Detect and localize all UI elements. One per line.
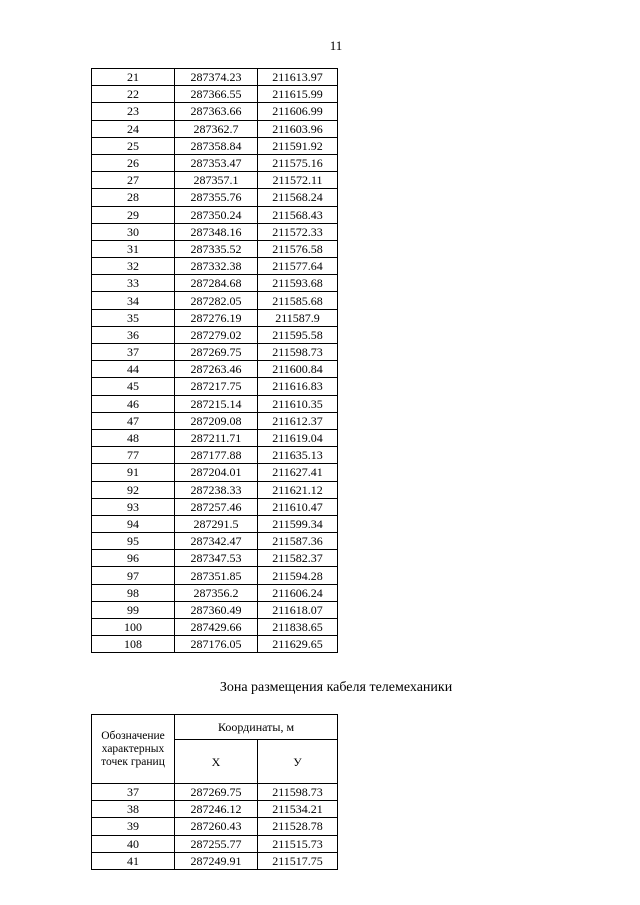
table-row	[92, 412, 338, 429]
x-coordinate-cell: 287363.66	[175, 103, 258, 120]
point-number-cell: 26	[92, 154, 175, 171]
y-coordinate-cell: 211576.58	[258, 240, 338, 257]
coordinates-table-body	[92, 69, 338, 653]
point-number-cell: 96	[92, 550, 175, 567]
x-coordinate-cell: 287356.2	[175, 584, 258, 601]
point-number-cell: 34	[92, 292, 175, 309]
y-coordinate-cell: 211528.78	[258, 818, 338, 835]
table-row	[92, 481, 338, 498]
y-coordinate-cell: 211585.68	[258, 292, 338, 309]
point-number-cell: 44	[92, 361, 175, 378]
point-number-cell: 29	[92, 206, 175, 223]
table-row	[92, 801, 338, 818]
x-coordinate-cell: 287177.88	[175, 447, 258, 464]
table-row	[92, 103, 338, 120]
x-coordinate-cell: 287347.53	[175, 550, 258, 567]
point-number-cell: 77	[92, 447, 175, 464]
y-coordinate-cell: 211629.65	[258, 636, 338, 653]
x-coordinate-cell: 287348.16	[175, 223, 258, 240]
table-row	[92, 584, 338, 601]
y-coordinate-cell: 211621.12	[258, 481, 338, 498]
table-row	[92, 344, 338, 361]
telemechanics-cable-zone-table	[91, 714, 338, 870]
x-coordinate-cell: 287246.12	[175, 801, 258, 818]
point-number-cell: 108	[92, 636, 175, 653]
point-number-cell: 33	[92, 275, 175, 292]
x-coordinate-cell: 287342.47	[175, 533, 258, 550]
table-row	[92, 137, 338, 154]
point-number-cell: 27	[92, 172, 175, 189]
header-row	[92, 715, 338, 740]
y-coordinate-cell: 211577.64	[258, 258, 338, 275]
y-coordinate-cell: 211610.35	[258, 395, 338, 412]
table-row	[92, 189, 338, 206]
table-row	[92, 447, 338, 464]
y-coordinate-cell: 211572.33	[258, 223, 338, 240]
y-coordinate-cell: 211594.28	[258, 567, 338, 584]
y-coordinate-cell: 211627.41	[258, 464, 338, 481]
y-coordinate-cell: 211613.97	[258, 69, 338, 86]
point-number-cell: 91	[92, 464, 175, 481]
x-coordinate-cell: 287355.76	[175, 189, 258, 206]
x-coordinate-cell: 287279.02	[175, 326, 258, 343]
y-coordinate-cell: 211603.96	[258, 120, 338, 137]
x-coordinate-cell: 287284.68	[175, 275, 258, 292]
table-row	[92, 86, 338, 103]
y-coordinate-cell: 211595.58	[258, 326, 338, 343]
x-coordinate-cell: 287255.77	[175, 835, 258, 852]
x-coordinate-cell: 287215.14	[175, 395, 258, 412]
x-coordinate-cell: 287238.33	[175, 481, 258, 498]
point-number-cell: 47	[92, 412, 175, 429]
point-number-cell: 37	[92, 784, 175, 801]
table-row	[92, 223, 338, 240]
y-coordinate-cell: 211515.73	[258, 835, 338, 852]
y-coordinate-cell: 211572.11	[258, 172, 338, 189]
table-row	[92, 172, 338, 189]
point-number-cell: 93	[92, 498, 175, 515]
table-row	[92, 619, 338, 636]
telemechanics-table-body	[92, 784, 338, 870]
y-coordinate-cell: 211582.37	[258, 550, 338, 567]
table-row	[92, 361, 338, 378]
x-coordinate-cell: 287360.49	[175, 601, 258, 618]
y-coordinate-cell: 211568.43	[258, 206, 338, 223]
table-row	[92, 567, 338, 584]
table-row	[92, 515, 338, 532]
point-number-cell: 100	[92, 619, 175, 636]
point-number-cell: 40	[92, 835, 175, 852]
point-number-cell: 36	[92, 326, 175, 343]
x-coordinate-cell: 287353.47	[175, 154, 258, 171]
y-coordinate-cell: 211568.24	[258, 189, 338, 206]
header-point-designation: Обозначение характерных точек границ	[92, 715, 175, 784]
x-coordinate-cell: 287350.24	[175, 206, 258, 223]
table-row	[92, 636, 338, 653]
point-number-cell: 32	[92, 258, 175, 275]
table-row	[92, 275, 338, 292]
x-coordinate-cell: 287374.23	[175, 69, 258, 86]
table-row	[92, 429, 338, 446]
x-coordinate-cell: 287276.19	[175, 309, 258, 326]
point-number-cell: 95	[92, 533, 175, 550]
table-row	[92, 533, 338, 550]
y-coordinate-cell: 211517.75	[258, 852, 338, 869]
x-coordinate-cell: 287351.85	[175, 567, 258, 584]
table-row	[92, 69, 338, 86]
y-coordinate-cell: 211599.34	[258, 515, 338, 532]
table-row	[92, 498, 338, 515]
y-coordinate-cell: 211534.21	[258, 801, 338, 818]
header-y: У	[258, 740, 338, 784]
y-coordinate-cell: 211610.47	[258, 498, 338, 515]
point-number-cell: 25	[92, 137, 175, 154]
point-number-cell: 28	[92, 189, 175, 206]
table-row	[92, 818, 338, 835]
x-coordinate-cell: 287204.01	[175, 464, 258, 481]
x-coordinate-cell: 287269.75	[175, 344, 258, 361]
x-coordinate-cell: 287357.1	[175, 172, 258, 189]
table-row	[92, 258, 338, 275]
point-number-cell: 24	[92, 120, 175, 137]
point-number-cell: 23	[92, 103, 175, 120]
point-number-cell: 38	[92, 801, 175, 818]
point-number-cell: 21	[92, 69, 175, 86]
point-number-cell: 31	[92, 240, 175, 257]
y-coordinate-cell: 211600.84	[258, 361, 338, 378]
point-number-cell: 45	[92, 378, 175, 395]
y-coordinate-cell: 211612.37	[258, 412, 338, 429]
x-coordinate-cell: 287257.46	[175, 498, 258, 515]
y-coordinate-cell: 211591.92	[258, 137, 338, 154]
x-coordinate-cell: 287366.55	[175, 86, 258, 103]
y-coordinate-cell: 211606.99	[258, 103, 338, 120]
table-row	[92, 206, 338, 223]
y-coordinate-cell: 211593.68	[258, 275, 338, 292]
point-number-cell: 97	[92, 567, 175, 584]
table-row	[92, 154, 338, 171]
y-coordinate-cell: 211838.65	[258, 619, 338, 636]
point-number-cell: 37	[92, 344, 175, 361]
y-coordinate-cell: 211587.9	[258, 309, 338, 326]
point-number-cell: 46	[92, 395, 175, 412]
x-coordinate-cell: 287282.05	[175, 292, 258, 309]
x-coordinate-cell: 287291.5	[175, 515, 258, 532]
table-row	[92, 852, 338, 869]
y-coordinate-cell: 211598.73	[258, 344, 338, 361]
y-coordinate-cell: 211616.83	[258, 378, 338, 395]
table-row	[92, 464, 338, 481]
x-coordinate-cell: 287217.75	[175, 378, 258, 395]
x-coordinate-cell: 287260.43	[175, 818, 258, 835]
table-row	[92, 378, 338, 395]
table-row	[92, 550, 338, 567]
table-row	[92, 601, 338, 618]
x-coordinate-cell: 287429.66	[175, 619, 258, 636]
point-number-cell: 98	[92, 584, 175, 601]
header-x: Х	[175, 740, 258, 784]
y-coordinate-cell: 211575.16	[258, 154, 338, 171]
x-coordinate-cell: 287263.46	[175, 361, 258, 378]
point-number-cell: 99	[92, 601, 175, 618]
point-number-cell: 92	[92, 481, 175, 498]
table-row	[92, 395, 338, 412]
y-coordinate-cell: 211619.04	[258, 429, 338, 446]
x-coordinate-cell: 287362.7	[175, 120, 258, 137]
table-header	[92, 715, 338, 784]
table-row	[92, 835, 338, 852]
header-coordinates: Координаты, м	[175, 715, 338, 740]
y-coordinate-cell: 211635.13	[258, 447, 338, 464]
table-row	[92, 240, 338, 257]
y-coordinate-cell: 211598.73	[258, 784, 338, 801]
point-number-cell: 48	[92, 429, 175, 446]
page-number: 11	[329, 38, 343, 53]
table-row	[92, 120, 338, 137]
x-coordinate-cell: 287249.91	[175, 852, 258, 869]
point-number-cell: 22	[92, 86, 175, 103]
x-coordinate-cell: 287176.05	[175, 636, 258, 653]
y-coordinate-cell: 211615.99	[258, 86, 338, 103]
table-row	[92, 309, 338, 326]
point-number-cell: 35	[92, 309, 175, 326]
y-coordinate-cell: 211606.24	[258, 584, 338, 601]
x-coordinate-cell: 287209.08	[175, 412, 258, 429]
table-row	[92, 292, 338, 309]
x-coordinate-cell: 287211.71	[175, 429, 258, 446]
point-number-cell: 41	[92, 852, 175, 869]
x-coordinate-cell: 287332.38	[175, 258, 258, 275]
section-title: Зона размещения кабеля телемеханики	[219, 680, 453, 695]
x-coordinate-cell: 287335.52	[175, 240, 258, 257]
y-coordinate-cell: 211587.36	[258, 533, 338, 550]
point-number-cell: 39	[92, 818, 175, 835]
y-coordinate-cell: 211618.07	[258, 601, 338, 618]
table-row	[92, 784, 338, 801]
point-number-cell: 30	[92, 223, 175, 240]
coordinates-table-continued	[91, 68, 338, 653]
point-number-cell: 94	[92, 515, 175, 532]
x-coordinate-cell: 287358.84	[175, 137, 258, 154]
x-coordinate-cell: 287269.75	[175, 784, 258, 801]
table-row	[92, 326, 338, 343]
